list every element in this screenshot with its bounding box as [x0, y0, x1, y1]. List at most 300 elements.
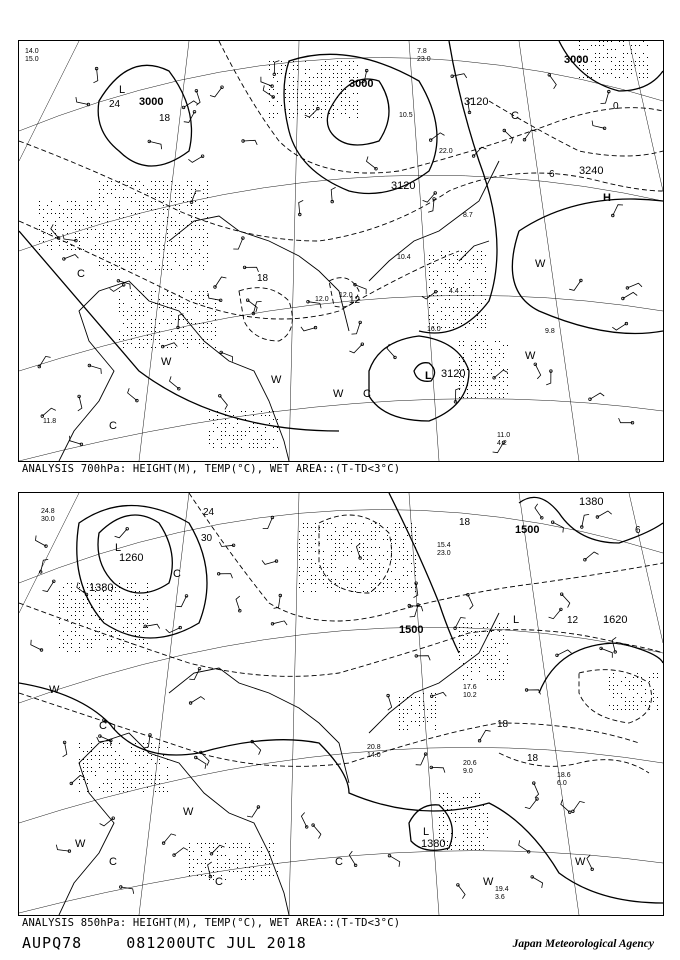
wet-dot: [487, 385, 488, 386]
wet-dot: [371, 591, 372, 592]
wet-dot: [39, 201, 40, 202]
wet-dot: [183, 189, 184, 190]
wet-dot: [83, 603, 84, 604]
wet-dot: [205, 859, 206, 860]
wet-dot: [429, 259, 430, 260]
wet-dot: [203, 323, 204, 324]
wet-dot: [123, 779, 124, 780]
wet-dot: [321, 93, 322, 94]
wet-dot: [127, 185, 128, 186]
wet-dot: [183, 193, 184, 194]
wet-dot: [191, 213, 192, 214]
wet-dot: [657, 705, 658, 706]
wet-dot: [131, 603, 132, 604]
wet-dot: [79, 627, 80, 628]
wet-dot: [233, 435, 234, 436]
wet-dot: [151, 331, 152, 332]
wet-dot: [163, 205, 164, 206]
wet-dot: [347, 571, 348, 572]
wet-dot: [331, 555, 332, 556]
wet-dot: [349, 73, 350, 74]
wet-dot: [123, 643, 124, 644]
wet-dot: [71, 587, 72, 588]
wet-dot: [179, 205, 180, 206]
wet-dot: [195, 201, 196, 202]
wet-dot: [107, 779, 108, 780]
system-label: W: [525, 350, 536, 362]
station-value: 19.4: [495, 886, 509, 893]
wet-dot: [359, 571, 360, 572]
wet-dot: [107, 603, 108, 604]
wet-dot: [183, 335, 184, 336]
wind-barb: [546, 371, 551, 385]
wet-dot: [479, 373, 480, 374]
wet-dot: [449, 251, 450, 252]
wet-dot: [335, 567, 336, 568]
wet-dot: [79, 743, 80, 744]
wet-dot: [135, 269, 136, 270]
wet-dot: [599, 69, 600, 70]
wet-dot: [131, 343, 132, 344]
wet-dot: [201, 851, 202, 852]
system-label: W: [75, 838, 86, 850]
wet-dot: [119, 755, 120, 756]
wet-dot: [463, 631, 464, 632]
wet-dot: [155, 339, 156, 340]
wind-barb: [494, 370, 508, 378]
wet-dot: [375, 575, 376, 576]
wind-barb: [301, 327, 316, 331]
wet-dot: [159, 343, 160, 344]
wet-dot: [139, 595, 140, 596]
wet-dot: [319, 567, 320, 568]
wet-dot: [179, 245, 180, 246]
wet-dot: [455, 845, 456, 846]
wet-dot: [443, 825, 444, 826]
wet-dot: [203, 257, 204, 258]
wet-dot: [139, 237, 140, 238]
station-marker: [239, 609, 242, 612]
wet-dot: [499, 381, 500, 382]
wet-dot: [171, 225, 172, 226]
wet-dot: [229, 423, 230, 424]
wet-dot: [191, 249, 192, 250]
station-value: 9.8: [545, 328, 555, 335]
wet-dot: [119, 779, 120, 780]
wet-dot: [135, 261, 136, 262]
wet-dot: [87, 639, 88, 640]
wet-dot: [487, 817, 488, 818]
wet-dot: [637, 705, 638, 706]
wet-dot: [115, 229, 116, 230]
wet-dot: [253, 863, 254, 864]
wet-dot: [495, 397, 496, 398]
wet-dot: [203, 265, 204, 266]
wet-dot: [503, 663, 504, 664]
wet-dot: [487, 675, 488, 676]
wet-dot: [435, 709, 436, 710]
wet-dot: [159, 225, 160, 226]
wet-dot: [487, 397, 488, 398]
wet-dot: [131, 241, 132, 242]
wet-dot: [207, 315, 208, 316]
wet-dot: [309, 81, 310, 82]
wet-dot: [479, 389, 480, 390]
wet-dot: [111, 763, 112, 764]
wet-dot: [475, 381, 476, 382]
wet-dot: [483, 833, 484, 834]
wet-dot: [115, 261, 116, 262]
wet-dot: [123, 607, 124, 608]
wet-dot: [307, 579, 308, 580]
wind-barb: [247, 807, 258, 817]
wet-dot: [229, 867, 230, 868]
wet-dot: [241, 871, 242, 872]
wet-dot: [307, 527, 308, 528]
wet-dot: [91, 205, 92, 206]
wet-dot: [459, 805, 460, 806]
wet-dot: [317, 101, 318, 102]
wet-dot: [163, 249, 164, 250]
wet-dot: [99, 759, 100, 760]
wet-dot: [459, 341, 460, 342]
wet-dot: [143, 339, 144, 340]
wet-dot: [111, 237, 112, 238]
wet-dot: [131, 631, 132, 632]
wet-dot: [323, 523, 324, 524]
wet-dot: [103, 201, 104, 202]
wet-dot: [307, 539, 308, 540]
wet-dot: [625, 677, 626, 678]
system-label: L: [423, 826, 430, 838]
wet-dot: [195, 295, 196, 296]
wet-dot: [107, 631, 108, 632]
wet-dot: [317, 73, 318, 74]
wet-dot: [491, 659, 492, 660]
station-marker: [305, 826, 308, 829]
wet-dot: [187, 347, 188, 348]
wet-dot: [467, 833, 468, 834]
wet-dot: [345, 109, 346, 110]
wet-dot: [183, 253, 184, 254]
wet-dot: [407, 587, 408, 588]
wet-dot: [399, 717, 400, 718]
wet-dot: [103, 229, 104, 230]
wet-dot: [349, 97, 350, 98]
wet-dot: [309, 77, 310, 78]
wet-dot: [99, 265, 100, 266]
system-label: L: [115, 542, 122, 554]
wet-dot: [83, 615, 84, 616]
wet-dot: [195, 189, 196, 190]
wet-dot: [461, 315, 462, 316]
wet-dot: [59, 607, 60, 608]
wet-dot: [67, 611, 68, 612]
wet-dot: [261, 435, 262, 436]
wet-dot: [657, 709, 658, 710]
wet-dot: [201, 847, 202, 848]
wet-dot: [103, 233, 104, 234]
wet-dot: [103, 743, 104, 744]
wet-dot: [151, 241, 152, 242]
wet-dot: [139, 751, 140, 752]
station-marker: [359, 557, 362, 560]
wet-dot: [621, 681, 622, 682]
temp-label: 18: [527, 753, 539, 764]
wet-dot: [119, 767, 120, 768]
wet-dot: [507, 663, 508, 664]
wet-dot: [237, 863, 238, 864]
wet-dot: [415, 721, 416, 722]
wet-dot: [461, 303, 462, 304]
wet-dot: [159, 763, 160, 764]
wet-dot: [95, 635, 96, 636]
wet-dot: [311, 579, 312, 580]
wet-dot: [163, 189, 164, 190]
wet-dot: [343, 543, 344, 544]
station-marker: [273, 73, 276, 76]
wet-dot: [99, 639, 100, 640]
wet-dot: [621, 693, 622, 694]
wet-dot: [71, 249, 72, 250]
wet-dot: [107, 265, 108, 266]
wet-dot: [619, 65, 620, 66]
wet-dot: [613, 677, 614, 678]
wet-dot: [119, 261, 120, 262]
wet-dot: [447, 829, 448, 830]
wet-dot: [39, 225, 40, 226]
wet-dot: [215, 319, 216, 320]
wet-dot: [201, 875, 202, 876]
station-value: 14.0: [367, 752, 381, 759]
wet-dot: [245, 847, 246, 848]
wet-dot: [467, 393, 468, 394]
wet-dot: [337, 77, 338, 78]
wet-dot: [119, 615, 120, 616]
wet-dot: [131, 291, 132, 292]
wet-dot: [483, 357, 484, 358]
wet-dot: [217, 867, 218, 868]
wet-dot: [63, 229, 64, 230]
wet-dot: [123, 245, 124, 246]
wet-dot: [471, 655, 472, 656]
wet-dot: [131, 185, 132, 186]
wet-dot: [143, 237, 144, 238]
wet-dot: [459, 643, 460, 644]
wet-dot: [399, 559, 400, 560]
wet-dot: [229, 847, 230, 848]
wet-dot: [387, 539, 388, 540]
wet-dot: [151, 253, 152, 254]
wet-dot: [371, 523, 372, 524]
wet-dot: [119, 237, 120, 238]
wind-barb: [71, 775, 84, 783]
wet-dot: [187, 269, 188, 270]
wet-dot: [237, 867, 238, 868]
wet-dot: [139, 635, 140, 636]
wind-barb: [149, 141, 161, 149]
wet-dot: [423, 717, 424, 718]
wet-dot: [155, 213, 156, 214]
wet-dot: [317, 105, 318, 106]
wet-dot: [199, 261, 200, 262]
wet-dot: [209, 439, 210, 440]
wet-dot: [321, 109, 322, 110]
wet-dot: [467, 825, 468, 826]
wet-dot: [471, 349, 472, 350]
wet-dot: [305, 85, 306, 86]
wet-dot: [119, 241, 120, 242]
wet-dot: [507, 345, 508, 346]
wind-barb: [601, 92, 609, 104]
wet-dot: [653, 673, 654, 674]
wet-dot: [623, 57, 624, 58]
wet-dot: [159, 229, 160, 230]
wet-dot: [103, 619, 104, 620]
wet-dot: [323, 559, 324, 560]
wet-dot: [111, 631, 112, 632]
wet-dot: [215, 335, 216, 336]
wind-barb: [208, 293, 221, 300]
station-marker: [38, 365, 41, 368]
wet-dot: [103, 213, 104, 214]
wet-dot: [619, 41, 620, 42]
wet-dot: [107, 771, 108, 772]
wet-dot: [325, 69, 326, 70]
wet-dot: [269, 61, 270, 62]
wet-dot: [253, 447, 254, 448]
wet-dot: [207, 245, 208, 246]
wet-dot: [257, 431, 258, 432]
wet-dot: [63, 603, 64, 604]
wet-dot: [135, 631, 136, 632]
wet-dot: [391, 539, 392, 540]
wet-dot: [265, 875, 266, 876]
wet-dot: [499, 659, 500, 660]
wet-dot: [471, 639, 472, 640]
wet-dot: [433, 279, 434, 280]
wet-dot: [135, 311, 136, 312]
wet-dot: [87, 229, 88, 230]
system-label: W: [183, 806, 194, 818]
wet-dot: [201, 855, 202, 856]
wet-dot: [301, 85, 302, 86]
wet-dot: [503, 389, 504, 390]
wet-dot: [311, 535, 312, 536]
wet-dot: [467, 675, 468, 676]
wet-dot: [147, 755, 148, 756]
wet-dot: [197, 843, 198, 844]
wet-dot: [91, 249, 92, 250]
wet-dot: [471, 631, 472, 632]
wet-dot: [627, 77, 628, 78]
station-marker: [136, 399, 139, 402]
wet-dot: [395, 567, 396, 568]
wet-dot: [91, 217, 92, 218]
wet-dot: [403, 559, 404, 560]
wet-dot: [127, 225, 128, 226]
wet-dot: [653, 693, 654, 694]
wet-dot: [325, 97, 326, 98]
wet-dot: [337, 85, 338, 86]
wet-dot: [281, 105, 282, 106]
wet-dot: [207, 291, 208, 292]
wet-dot: [479, 365, 480, 366]
wet-dot: [163, 185, 164, 186]
station-values: [41, 508, 571, 901]
wet-dot: [333, 77, 334, 78]
wet-dot: [119, 253, 120, 254]
wet-dot: [329, 101, 330, 102]
wet-dot: [471, 813, 472, 814]
wet-dot: [371, 535, 372, 536]
wet-dot: [469, 287, 470, 288]
wet-dot: [463, 635, 464, 636]
wet-dot: [207, 311, 208, 312]
wet-dot: [135, 229, 136, 230]
wet-dot: [119, 299, 120, 300]
wet-dot: [333, 69, 334, 70]
wet-dot: [347, 555, 348, 556]
wet-dot: [155, 189, 156, 190]
wet-dot: [371, 583, 372, 584]
wet-dot: [415, 697, 416, 698]
wet-dot: [203, 189, 204, 190]
wet-dot: [475, 397, 476, 398]
wet-dot: [367, 591, 368, 592]
wet-dot: [473, 263, 474, 264]
wet-dot: [495, 643, 496, 644]
wet-dot: [115, 213, 116, 214]
wet-dot: [459, 389, 460, 390]
wet-dot: [143, 791, 144, 792]
wet-dot: [199, 303, 200, 304]
wet-dot: [433, 303, 434, 304]
wet-dot: [305, 61, 306, 62]
wind-barb: [274, 61, 279, 75]
wet-dot: [351, 523, 352, 524]
wet-dot: [269, 851, 270, 852]
wet-dot: [639, 65, 640, 66]
wet-dot: [299, 575, 300, 576]
wet-dot: [147, 611, 148, 612]
wet-dot: [79, 783, 80, 784]
wet-dot: [429, 279, 430, 280]
wet-dot: [151, 201, 152, 202]
wet-dot: [339, 539, 340, 540]
wet-dot: [363, 547, 364, 548]
wet-dot: [317, 85, 318, 86]
wet-dot: [445, 319, 446, 320]
wet-dot: [633, 677, 634, 678]
wet-dot: [363, 535, 364, 536]
wind-barb: [219, 542, 233, 547]
wet-dot: [199, 185, 200, 186]
wet-dot: [321, 85, 322, 86]
wet-dot: [499, 627, 500, 628]
wet-dot: [449, 299, 450, 300]
wet-dot: [191, 261, 192, 262]
wet-dot: [499, 349, 500, 350]
wet-dot: [491, 655, 492, 656]
wet-dot: [131, 647, 132, 648]
wet-dot: [119, 221, 120, 222]
wet-dot: [211, 315, 212, 316]
wet-dot: [471, 837, 472, 838]
wet-dot: [599, 45, 600, 46]
wet-dot: [345, 73, 346, 74]
wet-dot: [355, 591, 356, 592]
